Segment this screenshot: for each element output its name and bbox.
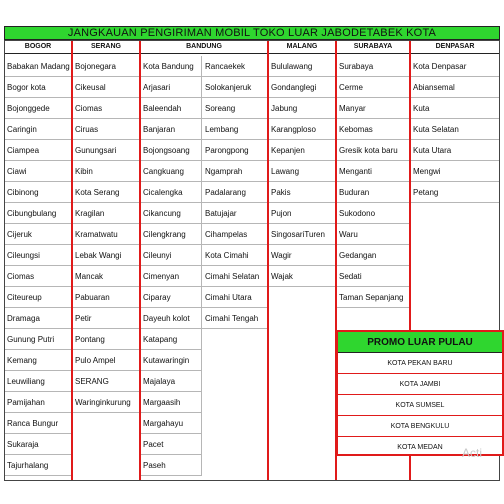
table-cell: Cilengkrang	[140, 224, 202, 245]
table-cell: Ciruas	[72, 119, 140, 140]
promo-item: KOTA PEKAN BARU	[338, 353, 502, 374]
table-cell: Lembang	[202, 119, 268, 140]
table-cell: Gondanglegi	[268, 77, 336, 98]
table-cell: Kota Denpasar	[410, 56, 500, 77]
header-bandung: BANDUNG	[140, 40, 268, 54]
table-cell: Cibinong	[4, 182, 72, 203]
table-cell: Cileungsi	[4, 245, 72, 266]
table-cell: Kota Bandung	[140, 56, 202, 77]
table-cell: Cihampelas	[202, 224, 268, 245]
table-cell: Gunungsari	[72, 140, 140, 161]
table-cell: Paseh	[140, 455, 202, 476]
table-cell: Abiansemal	[410, 77, 500, 98]
table-cell: Wajak	[268, 266, 336, 287]
table-cell: Sedati	[336, 266, 410, 287]
table-cell: Sukodono	[336, 203, 410, 224]
table-cell: Katapang	[140, 329, 202, 350]
table-cell: Banjaran	[140, 119, 202, 140]
table-cell: Kibin	[72, 161, 140, 182]
promo-box	[336, 330, 504, 456]
table-cell: SERANG	[72, 371, 140, 392]
section-divider	[267, 41, 269, 481]
table-cell: Jabung	[268, 98, 336, 119]
table-cell: Pabuaran	[72, 287, 140, 308]
header-denpasar: DENPASAR	[410, 40, 500, 54]
table-cell: Menganti	[336, 161, 410, 182]
table-cell: Cimenyan	[140, 266, 202, 287]
promo-item: KOTA JAMBI	[338, 374, 502, 395]
table-cell: Cerme	[336, 77, 410, 98]
table-cell: Kuta Selatan	[410, 119, 500, 140]
table-cell: Kemang	[4, 350, 72, 371]
table-cell: Batujajar	[202, 203, 268, 224]
table-cell: Lebak Wangi	[72, 245, 140, 266]
table-cell: Kuta Utara	[410, 140, 500, 161]
table-cell: Manyar	[336, 98, 410, 119]
table-cell: Mancak	[72, 266, 140, 287]
table-cell: Cikancung	[140, 203, 202, 224]
table-cell: Gedangan	[336, 245, 410, 266]
table-cell: Karangploso	[268, 119, 336, 140]
table-cell: Pontang	[72, 329, 140, 350]
table-cell: Cimahi Selatan	[202, 266, 268, 287]
table-cell: Cimahi Tengah	[202, 308, 268, 329]
table-cell: Cikeusal	[72, 77, 140, 98]
table-cell: Buduran	[336, 182, 410, 203]
table-cell: Parongpong	[202, 140, 268, 161]
table-cell: Ciawi	[4, 161, 72, 182]
table-cell: Tajurhalang	[4, 455, 72, 476]
table-cell: Ciomas	[4, 266, 72, 287]
header-malang: MALANG	[268, 40, 336, 54]
table-cell: Mengwi	[410, 161, 500, 182]
page-title: JANGKAUAN PENGIRIMAN MOBIL TOKO LUAR JABODETABEK KOTA	[4, 26, 500, 40]
table-cell: Bojonegara	[72, 56, 140, 77]
watermark-text: Acti	[462, 446, 483, 460]
table-cell: Gresik kota baru	[336, 140, 410, 161]
table-cell: Cangkuang	[140, 161, 202, 182]
table-cell: Waru	[336, 224, 410, 245]
table-cell: Wagir	[268, 245, 336, 266]
table-cell: Caringin	[4, 119, 72, 140]
table-cell: Kepanjen	[268, 140, 336, 161]
table-cell: Citeureup	[4, 287, 72, 308]
table-cell: Sukaraja	[4, 434, 72, 455]
table-cell: Pacet	[140, 434, 202, 455]
promo-item: KOTA MEDAN	[397, 444, 443, 451]
table-cell: Ciampea	[4, 140, 72, 161]
table-cell: Bogor kota	[4, 77, 72, 98]
table-cell: Cicalengka	[140, 182, 202, 203]
section-divider	[139, 41, 141, 481]
table-cell: Kragilan	[72, 203, 140, 224]
table-cell: Kota Serang	[72, 182, 140, 203]
table-cell: Bojonggede	[4, 98, 72, 119]
table-cell: Lawang	[268, 161, 336, 182]
promo-list	[338, 353, 502, 458]
table-cell: Cijeruk	[4, 224, 72, 245]
table-cell: Bululawang	[268, 56, 336, 77]
table-cell: Kebomas	[336, 119, 410, 140]
table-cell: Kota Cimahi	[202, 245, 268, 266]
table-cell: Pujon	[268, 203, 336, 224]
table-cell: Margaasih	[140, 392, 202, 413]
table-cell: Bojongsoang	[140, 140, 202, 161]
table-cell: Cibungbulang	[4, 203, 72, 224]
table-cell: Ciparay	[140, 287, 202, 308]
table-cell: Pamijahan	[4, 392, 72, 413]
table-cell: Petir	[72, 308, 140, 329]
table-cell: Ngamprah	[202, 161, 268, 182]
table-cell: Solokanjeruk	[202, 77, 268, 98]
section-divider	[71, 41, 73, 481]
header-surabaya: SURABAYA	[336, 40, 410, 54]
table-cell: Leuwiliang	[4, 371, 72, 392]
table-cell: SingosariTuren	[268, 224, 336, 245]
table-cell: Babakan Madang	[4, 56, 72, 77]
table-cell: Taman Sepanjang	[336, 287, 410, 308]
table-cell: Dayeuh kolot	[140, 308, 202, 329]
table-cell: Pulo Ampel	[72, 350, 140, 371]
table-cell: Soreang	[202, 98, 268, 119]
table-cell: Kuta	[410, 98, 500, 119]
table-cell: Waringinkurung	[72, 392, 140, 413]
promo-item: KOTA SUMSEL	[338, 395, 502, 416]
table-cell: Kramatwatu	[72, 224, 140, 245]
table-cell: Cileunyi	[140, 245, 202, 266]
table-cell: Majalaya	[140, 371, 202, 392]
table-cell: Gunung Putri	[4, 329, 72, 350]
table-cell: Padalarang	[202, 182, 268, 203]
promo-title: PROMO LUAR PULAU	[338, 332, 502, 353]
table-cell: Pakis	[268, 182, 336, 203]
table-cell: Ranca Bungur	[4, 413, 72, 434]
header-bogor: BOGOR	[4, 40, 72, 54]
table-cell: Margahayu	[140, 413, 202, 434]
table-cell: Petang	[410, 182, 500, 203]
table-cell: Baleendah	[140, 98, 202, 119]
promo-item: KOTA BENGKULU	[338, 416, 502, 437]
table-cell: Ciomas	[72, 98, 140, 119]
header-serang: SERANG	[72, 40, 140, 54]
table-cell: Dramaga	[4, 308, 72, 329]
table-cell: Rancaekek	[202, 56, 268, 77]
table-cell: Arjasari	[140, 77, 202, 98]
table-cell: Kutawaringin	[140, 350, 202, 371]
table-cell: Cimahi Utara	[202, 287, 268, 308]
table-cell: Surabaya	[336, 56, 410, 77]
